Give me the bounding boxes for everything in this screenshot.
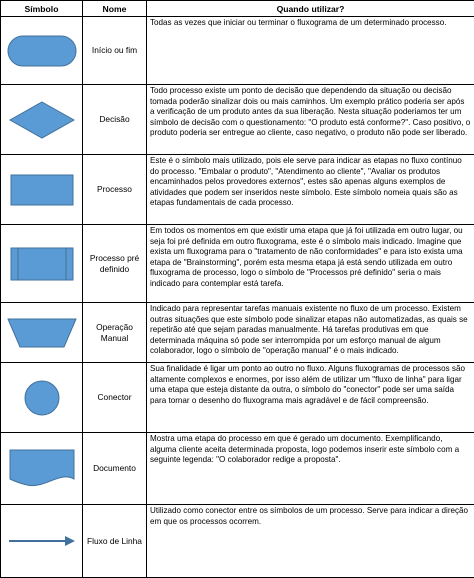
symbol-cell [1,17,83,85]
symbol-name: Operação Manual [83,303,147,363]
symbol-cell [1,225,83,303]
symbol-description: Indicado para representar tarefas manuais existente no fluxo de um processo. Existem outras situações que este símbolo pode sinalizar etapas não automatizadas, as quais se repetirão até que sejam paradas manualmente. Há tarefas produtivas em que determinada máquina só pode ser interrompida por um esforço manual de algum colaborador, logo o símbolo de "operação manual" é o mais indicado. [147,303,474,363]
symbol-cell [1,155,83,225]
symbol-name: Processo pré definido [83,225,147,303]
header-row [1,1,474,17]
symbol-cell [1,85,83,155]
symbol-name: Conector [83,363,147,433]
table-row [1,155,474,225]
symbol-description: Este é o símbolo mais utilizado, pois ele serve para indicar as etapas no fluxo contínuo do processo. "Embalar o produto", "Atendimento ao cliente", "Avaliar os produtos encaminhados pelos provedores externos", estes são apenas alguns exemplos de atividades que podem ser inseridos neste símbolo. Este símbolo nomeia quais são as etapas fundamentais de cada processo. [147,155,474,225]
symbol-description: Mostra uma etapa do processo em que é gerado um documento. Exemplificando, alguma cliente aceita determinada proposta, logo podemos inserir este símbolo com a seguinte legenda: "O colaborador redige a proposta". [147,433,474,505]
symbol-description: Todo processo existe um ponto de decisão que dependendo da situação ou decisão tomada poderão sinalizar dois ou mais caminhos. Um exemplo prático poderia ser após a verificação de um produto antes da sua liberação. Nesta situação poderiamos ter um símbolo de decisão com o questionamento: "O produto está conforme?". Caso positivo, o produto poderia ser entregue ao cliente, caso negativo, o produto não pode ser liberado. [147,85,474,155]
header-when-to-use: Quando utilizar? [147,1,474,17]
symbol-name: Fluxo de Linha [83,505,147,578]
terminator-shape-icon [7,35,77,67]
symbol-name: Processo [83,155,147,225]
connector-circle-icon [23,379,61,417]
symbol-cell [1,303,83,363]
symbol-name: Início ou fim [83,17,147,85]
manual-operation-trapezoid-icon [7,318,77,348]
table-row [1,303,474,363]
table-row [1,363,474,433]
symbol-cell [1,505,83,578]
symbol-description: Todas as vezes que iniciar ou terminar o fluxograma de um determinado processo. [147,17,474,85]
table-row [1,225,474,303]
symbol-name: Decisão [83,85,147,155]
table-row [1,433,474,505]
table-row [1,17,474,85]
symbol-description: Sua finalidade é ligar um ponto ao outro no fluxo. Alguns fluxogramas de processos são altamente complexos e enormes, por isso além de utilizar um "fluxo de linha" para ligar uma etapa que esteja distante da outra, o símbolo do "conector" pode ser uma saída para tornar o desenho do fluxograma mais agradável e de fácil compreensão. [147,363,474,433]
flow-line-arrow-icon [7,535,77,547]
decision-diamond-icon [9,101,75,139]
document-shape-icon [9,449,75,489]
symbol-description: Em todos os momentos em que existir uma etapa que já foi utilizada em outro lugar, ou seja foi pré definida em outro fluxograma, este é o símbolo mais indicado. Imagine que exista um fluxograma para o "tratamento de não conformidades" e para isto exista uma etapa de "Brainstorming", porém esta mesma etapa já está sendo utilizada em outro fluxograma de processo, logo o símbolo de "Processos pré definido" seria o mais indicado para contemplar está tarefa. [147,225,474,303]
header-name: Nome [83,1,147,17]
table-row [1,85,474,155]
symbol-cell [1,433,83,505]
predefined-process-icon [10,247,74,281]
symbol-cell [1,363,83,433]
header-symbol: Símbolo [1,1,83,17]
process-rectangle-icon [10,174,74,206]
symbol-name: Documento [83,433,147,505]
table-row [1,505,474,578]
symbol-description: Utilizado como conector entre os símbolos de um processo. Serve para indicar a direção em que os processos ocorrem. [147,505,474,578]
